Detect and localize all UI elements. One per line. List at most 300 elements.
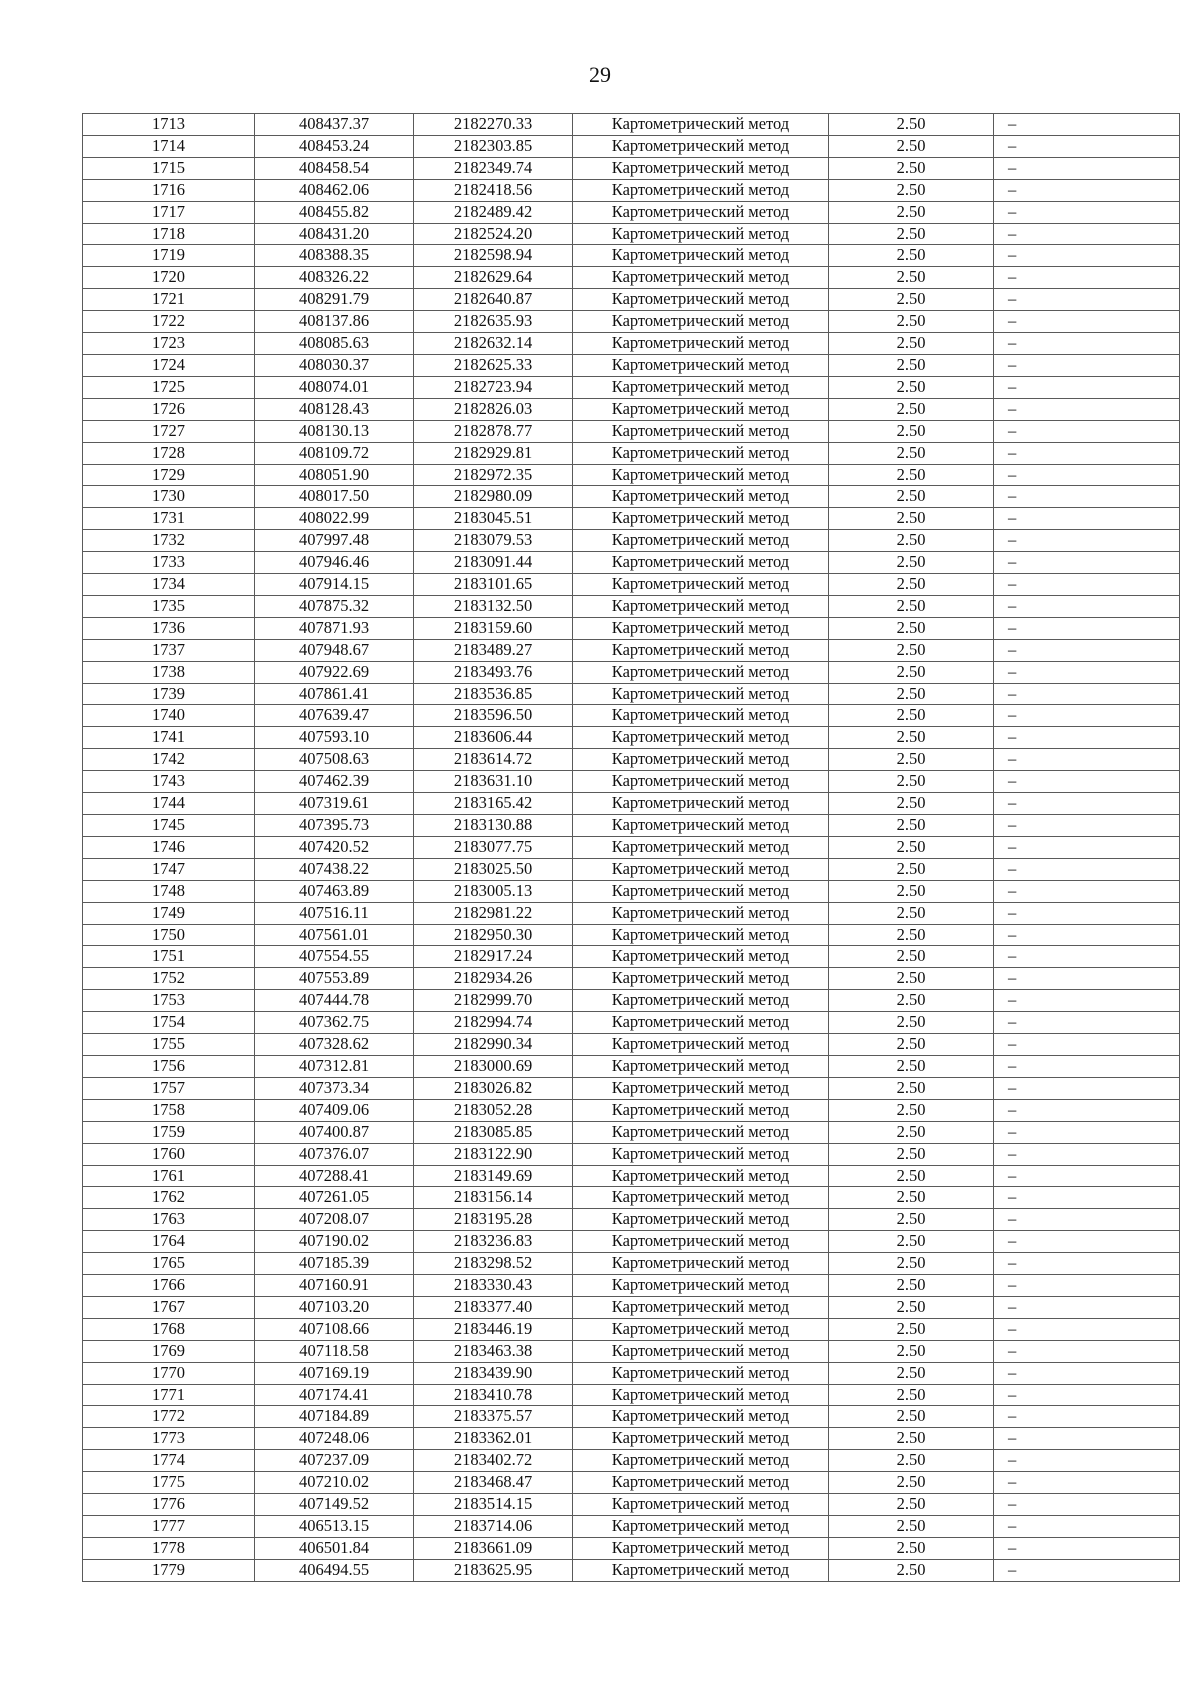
method-cell: Картометрический метод bbox=[573, 1012, 829, 1034]
table-row bbox=[83, 771, 1180, 793]
x-coordinate-cell: 407328.62 bbox=[255, 1034, 414, 1056]
accuracy-cell: 2.50 bbox=[829, 639, 994, 661]
point-number-cell: 1779 bbox=[83, 1559, 255, 1581]
x-coordinate-cell: 407376.07 bbox=[255, 1143, 414, 1165]
x-coordinate-cell: 408017.50 bbox=[255, 486, 414, 508]
point-number-cell: 1729 bbox=[83, 464, 255, 486]
description-cell: – bbox=[994, 1494, 1180, 1516]
point-number-cell: 1721 bbox=[83, 289, 255, 311]
point-number-cell: 1750 bbox=[83, 924, 255, 946]
method-cell: Картометрический метод bbox=[573, 924, 829, 946]
table-row bbox=[83, 1077, 1180, 1099]
table-row bbox=[83, 1121, 1180, 1143]
accuracy-cell: 2.50 bbox=[829, 727, 994, 749]
x-coordinate-cell: 408051.90 bbox=[255, 464, 414, 486]
point-number-cell: 1731 bbox=[83, 508, 255, 530]
y-coordinate-cell: 2183052.28 bbox=[414, 1099, 573, 1121]
description-cell: – bbox=[994, 135, 1180, 157]
description-cell: – bbox=[994, 1318, 1180, 1340]
table-row bbox=[83, 793, 1180, 815]
y-coordinate-cell: 2183236.83 bbox=[414, 1231, 573, 1253]
method-cell: Картометрический метод bbox=[573, 946, 829, 968]
table-row bbox=[83, 508, 1180, 530]
x-coordinate-cell: 407875.32 bbox=[255, 595, 414, 617]
table-row bbox=[83, 1428, 1180, 1450]
y-coordinate-cell: 2183631.10 bbox=[414, 771, 573, 793]
accuracy-cell: 2.50 bbox=[829, 1516, 994, 1538]
x-coordinate-cell: 407185.39 bbox=[255, 1253, 414, 1275]
description-cell: – bbox=[994, 749, 1180, 771]
table-row bbox=[83, 1296, 1180, 1318]
point-number-cell: 1756 bbox=[83, 1055, 255, 1077]
accuracy-cell: 2.50 bbox=[829, 1537, 994, 1559]
table-row bbox=[83, 442, 1180, 464]
description-cell: – bbox=[994, 1472, 1180, 1494]
method-cell: Картометрический метод bbox=[573, 858, 829, 880]
table-row bbox=[83, 333, 1180, 355]
point-number-cell: 1735 bbox=[83, 595, 255, 617]
point-number-cell: 1740 bbox=[83, 705, 255, 727]
description-cell: – bbox=[994, 661, 1180, 683]
accuracy-cell: 2.50 bbox=[829, 1362, 994, 1384]
point-number-cell: 1738 bbox=[83, 661, 255, 683]
point-number-cell: 1758 bbox=[83, 1099, 255, 1121]
description-cell: – bbox=[994, 508, 1180, 530]
table-row bbox=[83, 1253, 1180, 1275]
table-row bbox=[83, 1165, 1180, 1187]
method-cell: Картометрический метод bbox=[573, 201, 829, 223]
x-coordinate-cell: 407516.11 bbox=[255, 902, 414, 924]
y-coordinate-cell: 2182349.74 bbox=[414, 157, 573, 179]
point-number-cell: 1717 bbox=[83, 201, 255, 223]
description-cell: – bbox=[994, 639, 1180, 661]
method-cell: Картометрический метод bbox=[573, 1121, 829, 1143]
accuracy-cell: 2.50 bbox=[829, 1450, 994, 1472]
point-number-cell: 1776 bbox=[83, 1494, 255, 1516]
x-coordinate-cell: 408326.22 bbox=[255, 267, 414, 289]
accuracy-cell: 2.50 bbox=[829, 508, 994, 530]
point-number-cell: 1743 bbox=[83, 771, 255, 793]
y-coordinate-cell: 2182826.03 bbox=[414, 398, 573, 420]
table-row bbox=[83, 376, 1180, 398]
y-coordinate-cell: 2182629.64 bbox=[414, 267, 573, 289]
table-row bbox=[83, 683, 1180, 705]
table-row bbox=[83, 880, 1180, 902]
table-row bbox=[83, 1406, 1180, 1428]
y-coordinate-cell: 2182972.35 bbox=[414, 464, 573, 486]
point-number-cell: 1764 bbox=[83, 1231, 255, 1253]
method-cell: Картометрический метод bbox=[573, 311, 829, 333]
method-cell: Картометрический метод bbox=[573, 1077, 829, 1099]
point-number-cell: 1733 bbox=[83, 552, 255, 574]
method-cell: Картометрический метод bbox=[573, 836, 829, 858]
x-coordinate-cell: 407508.63 bbox=[255, 749, 414, 771]
y-coordinate-cell: 2183005.13 bbox=[414, 880, 573, 902]
point-number-cell: 1759 bbox=[83, 1121, 255, 1143]
point-number-cell: 1767 bbox=[83, 1296, 255, 1318]
x-coordinate-cell: 407174.41 bbox=[255, 1384, 414, 1406]
x-coordinate-cell: 408128.43 bbox=[255, 398, 414, 420]
coordinates-table bbox=[82, 113, 1180, 1582]
method-cell: Картометрический метод bbox=[573, 157, 829, 179]
description-cell: – bbox=[994, 727, 1180, 749]
point-number-cell: 1719 bbox=[83, 245, 255, 267]
point-number-cell: 1720 bbox=[83, 267, 255, 289]
point-number-cell: 1715 bbox=[83, 157, 255, 179]
point-number-cell: 1739 bbox=[83, 683, 255, 705]
x-coordinate-cell: 407462.39 bbox=[255, 771, 414, 793]
x-coordinate-cell: 407118.58 bbox=[255, 1340, 414, 1362]
method-cell: Картометрический метод bbox=[573, 1450, 829, 1472]
x-coordinate-cell: 408030.37 bbox=[255, 354, 414, 376]
description-cell: – bbox=[994, 1428, 1180, 1450]
y-coordinate-cell: 2183410.78 bbox=[414, 1384, 573, 1406]
accuracy-cell: 2.50 bbox=[829, 661, 994, 683]
description-cell: – bbox=[994, 771, 1180, 793]
accuracy-cell: 2.50 bbox=[829, 354, 994, 376]
x-coordinate-cell: 407362.75 bbox=[255, 1012, 414, 1034]
x-coordinate-cell: 408455.82 bbox=[255, 201, 414, 223]
description-cell: – bbox=[994, 486, 1180, 508]
accuracy-cell: 2.50 bbox=[829, 552, 994, 574]
accuracy-cell: 2.50 bbox=[829, 793, 994, 815]
x-coordinate-cell: 407554.55 bbox=[255, 946, 414, 968]
x-coordinate-cell: 406494.55 bbox=[255, 1559, 414, 1581]
description-cell: – bbox=[994, 245, 1180, 267]
description-cell: – bbox=[994, 836, 1180, 858]
method-cell: Картометрический метод bbox=[573, 1055, 829, 1077]
method-cell: Картометрический метод bbox=[573, 968, 829, 990]
x-coordinate-cell: 407248.06 bbox=[255, 1428, 414, 1450]
table-row bbox=[83, 617, 1180, 639]
point-number-cell: 1752 bbox=[83, 968, 255, 990]
table-row bbox=[83, 1537, 1180, 1559]
accuracy-cell: 2.50 bbox=[829, 1231, 994, 1253]
method-cell: Картометрический метод bbox=[573, 1537, 829, 1559]
accuracy-cell: 2.50 bbox=[829, 1209, 994, 1231]
y-coordinate-cell: 2183596.50 bbox=[414, 705, 573, 727]
table-row bbox=[83, 398, 1180, 420]
table-row bbox=[83, 1318, 1180, 1340]
method-cell: Картометрический метод bbox=[573, 289, 829, 311]
x-coordinate-cell: 407149.52 bbox=[255, 1494, 414, 1516]
description-cell: – bbox=[994, 1187, 1180, 1209]
x-coordinate-cell: 406513.15 bbox=[255, 1516, 414, 1538]
table-row bbox=[83, 245, 1180, 267]
x-coordinate-cell: 408388.35 bbox=[255, 245, 414, 267]
x-coordinate-cell: 408022.99 bbox=[255, 508, 414, 530]
description-cell: – bbox=[994, 267, 1180, 289]
point-number-cell: 1751 bbox=[83, 946, 255, 968]
accuracy-cell: 2.50 bbox=[829, 815, 994, 837]
table-row bbox=[83, 1143, 1180, 1165]
table-row bbox=[83, 1450, 1180, 1472]
y-coordinate-cell: 2182994.74 bbox=[414, 1012, 573, 1034]
accuracy-cell: 2.50 bbox=[829, 595, 994, 617]
table-row bbox=[83, 1209, 1180, 1231]
table-row bbox=[83, 1231, 1180, 1253]
description-cell: – bbox=[994, 858, 1180, 880]
y-coordinate-cell: 2183085.85 bbox=[414, 1121, 573, 1143]
table-row bbox=[83, 1472, 1180, 1494]
accuracy-cell: 2.50 bbox=[829, 1318, 994, 1340]
accuracy-cell: 2.50 bbox=[829, 420, 994, 442]
point-number-cell: 1730 bbox=[83, 486, 255, 508]
table-row bbox=[83, 1516, 1180, 1538]
description-cell: – bbox=[994, 201, 1180, 223]
method-cell: Картометрический метод bbox=[573, 1209, 829, 1231]
y-coordinate-cell: 2182980.09 bbox=[414, 486, 573, 508]
accuracy-cell: 2.50 bbox=[829, 1559, 994, 1581]
description-cell: – bbox=[994, 815, 1180, 837]
description-cell: – bbox=[994, 1034, 1180, 1056]
method-cell: Картометрический метод bbox=[573, 617, 829, 639]
method-cell: Картометрический метод bbox=[573, 1494, 829, 1516]
point-number-cell: 1713 bbox=[83, 114, 255, 136]
y-coordinate-cell: 2183091.44 bbox=[414, 552, 573, 574]
point-number-cell: 1765 bbox=[83, 1253, 255, 1275]
table-row bbox=[83, 1099, 1180, 1121]
y-coordinate-cell: 2183195.28 bbox=[414, 1209, 573, 1231]
description-cell: – bbox=[994, 398, 1180, 420]
accuracy-cell: 2.50 bbox=[829, 574, 994, 596]
method-cell: Картометрический метод bbox=[573, 223, 829, 245]
description-cell: – bbox=[994, 617, 1180, 639]
x-coordinate-cell: 407438.22 bbox=[255, 858, 414, 880]
table-row bbox=[83, 815, 1180, 837]
method-cell: Картометрический метод bbox=[573, 114, 829, 136]
x-coordinate-cell: 408085.63 bbox=[255, 333, 414, 355]
y-coordinate-cell: 2183463.38 bbox=[414, 1340, 573, 1362]
x-coordinate-cell: 408437.37 bbox=[255, 114, 414, 136]
method-cell: Картометрический метод bbox=[573, 727, 829, 749]
y-coordinate-cell: 2183661.09 bbox=[414, 1537, 573, 1559]
x-coordinate-cell: 407561.01 bbox=[255, 924, 414, 946]
accuracy-cell: 2.50 bbox=[829, 902, 994, 924]
method-cell: Картометрический метод bbox=[573, 1034, 829, 1056]
y-coordinate-cell: 2183468.47 bbox=[414, 1472, 573, 1494]
y-coordinate-cell: 2182635.93 bbox=[414, 311, 573, 333]
method-cell: Картометрический метод bbox=[573, 398, 829, 420]
y-coordinate-cell: 2183130.88 bbox=[414, 815, 573, 837]
y-coordinate-cell: 2183025.50 bbox=[414, 858, 573, 880]
y-coordinate-cell: 2182950.30 bbox=[414, 924, 573, 946]
method-cell: Картометрический метод bbox=[573, 683, 829, 705]
x-coordinate-cell: 407288.41 bbox=[255, 1165, 414, 1187]
method-cell: Картометрический метод bbox=[573, 1406, 829, 1428]
method-cell: Картометрический метод bbox=[573, 902, 829, 924]
table-row bbox=[83, 311, 1180, 333]
table-row bbox=[83, 157, 1180, 179]
table-row bbox=[83, 1034, 1180, 1056]
point-number-cell: 1736 bbox=[83, 617, 255, 639]
accuracy-cell: 2.50 bbox=[829, 201, 994, 223]
x-coordinate-cell: 407261.05 bbox=[255, 1187, 414, 1209]
accuracy-cell: 2.50 bbox=[829, 245, 994, 267]
accuracy-cell: 2.50 bbox=[829, 376, 994, 398]
x-coordinate-cell: 408458.54 bbox=[255, 157, 414, 179]
method-cell: Картометрический метод bbox=[573, 1559, 829, 1581]
y-coordinate-cell: 2182270.33 bbox=[414, 114, 573, 136]
description-cell: – bbox=[994, 1012, 1180, 1034]
method-cell: Картометрический метод bbox=[573, 1231, 829, 1253]
x-coordinate-cell: 407871.93 bbox=[255, 617, 414, 639]
description-cell: – bbox=[994, 354, 1180, 376]
point-number-cell: 1772 bbox=[83, 1406, 255, 1428]
x-coordinate-cell: 407103.20 bbox=[255, 1296, 414, 1318]
point-number-cell: 1757 bbox=[83, 1077, 255, 1099]
y-coordinate-cell: 2182934.26 bbox=[414, 968, 573, 990]
method-cell: Картометрический метод bbox=[573, 552, 829, 574]
y-coordinate-cell: 2183077.75 bbox=[414, 836, 573, 858]
accuracy-cell: 2.50 bbox=[829, 333, 994, 355]
description-cell: – bbox=[994, 924, 1180, 946]
accuracy-cell: 2.50 bbox=[829, 1055, 994, 1077]
table-row bbox=[83, 858, 1180, 880]
point-number-cell: 1763 bbox=[83, 1209, 255, 1231]
method-cell: Картометрический метод bbox=[573, 420, 829, 442]
y-coordinate-cell: 2183375.57 bbox=[414, 1406, 573, 1428]
point-number-cell: 1766 bbox=[83, 1275, 255, 1297]
table-row bbox=[83, 114, 1180, 136]
x-coordinate-cell: 407997.48 bbox=[255, 530, 414, 552]
x-coordinate-cell: 407463.89 bbox=[255, 880, 414, 902]
accuracy-cell: 2.50 bbox=[829, 1143, 994, 1165]
description-cell: – bbox=[994, 1275, 1180, 1297]
accuracy-cell: 2.50 bbox=[829, 267, 994, 289]
x-coordinate-cell: 407420.52 bbox=[255, 836, 414, 858]
x-coordinate-cell: 407593.10 bbox=[255, 727, 414, 749]
table-row bbox=[83, 727, 1180, 749]
method-cell: Картометрический метод bbox=[573, 1165, 829, 1187]
accuracy-cell: 2.50 bbox=[829, 705, 994, 727]
description-cell: – bbox=[994, 420, 1180, 442]
accuracy-cell: 2.50 bbox=[829, 486, 994, 508]
table-row bbox=[83, 968, 1180, 990]
x-coordinate-cell: 407190.02 bbox=[255, 1231, 414, 1253]
accuracy-cell: 2.50 bbox=[829, 924, 994, 946]
y-coordinate-cell: 2182723.94 bbox=[414, 376, 573, 398]
accuracy-cell: 2.50 bbox=[829, 968, 994, 990]
y-coordinate-cell: 2183514.15 bbox=[414, 1494, 573, 1516]
x-coordinate-cell: 407237.09 bbox=[255, 1450, 414, 1472]
point-number-cell: 1746 bbox=[83, 836, 255, 858]
description-cell: – bbox=[994, 1362, 1180, 1384]
accuracy-cell: 2.50 bbox=[829, 683, 994, 705]
method-cell: Картометрический метод bbox=[573, 595, 829, 617]
point-number-cell: 1727 bbox=[83, 420, 255, 442]
description-cell: – bbox=[994, 114, 1180, 136]
x-coordinate-cell: 407319.61 bbox=[255, 793, 414, 815]
y-coordinate-cell: 2183377.40 bbox=[414, 1296, 573, 1318]
y-coordinate-cell: 2182632.14 bbox=[414, 333, 573, 355]
point-number-cell: 1747 bbox=[83, 858, 255, 880]
table-row bbox=[83, 1362, 1180, 1384]
x-coordinate-cell: 407160.91 bbox=[255, 1275, 414, 1297]
accuracy-cell: 2.50 bbox=[829, 858, 994, 880]
table-row bbox=[83, 552, 1180, 574]
accuracy-cell: 2.50 bbox=[829, 880, 994, 902]
point-number-cell: 1749 bbox=[83, 902, 255, 924]
description-cell: – bbox=[994, 1253, 1180, 1275]
method-cell: Картометрический метод bbox=[573, 486, 829, 508]
y-coordinate-cell: 2183625.95 bbox=[414, 1559, 573, 1581]
description-cell: – bbox=[994, 333, 1180, 355]
description-cell: – bbox=[994, 946, 1180, 968]
description-cell: – bbox=[994, 1384, 1180, 1406]
x-coordinate-cell: 407169.19 bbox=[255, 1362, 414, 1384]
description-cell: – bbox=[994, 1165, 1180, 1187]
point-number-cell: 1734 bbox=[83, 574, 255, 596]
point-number-cell: 1770 bbox=[83, 1362, 255, 1384]
method-cell: Картометрический метод bbox=[573, 354, 829, 376]
description-cell: – bbox=[994, 1077, 1180, 1099]
x-coordinate-cell: 407108.66 bbox=[255, 1318, 414, 1340]
y-coordinate-cell: 2183614.72 bbox=[414, 749, 573, 771]
method-cell: Картометрический метод bbox=[573, 1318, 829, 1340]
x-coordinate-cell: 407946.46 bbox=[255, 552, 414, 574]
method-cell: Картометрический метод bbox=[573, 1187, 829, 1209]
table-row bbox=[83, 1187, 1180, 1209]
accuracy-cell: 2.50 bbox=[829, 1187, 994, 1209]
method-cell: Картометрический метод bbox=[573, 771, 829, 793]
description-cell: – bbox=[994, 574, 1180, 596]
y-coordinate-cell: 2183079.53 bbox=[414, 530, 573, 552]
y-coordinate-cell: 2182524.20 bbox=[414, 223, 573, 245]
description-cell: – bbox=[994, 179, 1180, 201]
point-number-cell: 1716 bbox=[83, 179, 255, 201]
page-number: 29 bbox=[589, 62, 611, 87]
y-coordinate-cell: 2183402.72 bbox=[414, 1450, 573, 1472]
accuracy-cell: 2.50 bbox=[829, 1165, 994, 1187]
point-number-cell: 1771 bbox=[83, 1384, 255, 1406]
method-cell: Картометрический метод bbox=[573, 267, 829, 289]
table-row bbox=[83, 595, 1180, 617]
x-coordinate-cell: 407948.67 bbox=[255, 639, 414, 661]
description-cell: – bbox=[994, 464, 1180, 486]
y-coordinate-cell: 2183101.65 bbox=[414, 574, 573, 596]
point-number-cell: 1753 bbox=[83, 990, 255, 1012]
x-coordinate-cell: 407861.41 bbox=[255, 683, 414, 705]
description-cell: – bbox=[994, 902, 1180, 924]
method-cell: Картометрический метод bbox=[573, 749, 829, 771]
point-number-cell: 1754 bbox=[83, 1012, 255, 1034]
description-cell: – bbox=[994, 990, 1180, 1012]
x-coordinate-cell: 407208.07 bbox=[255, 1209, 414, 1231]
point-number-cell: 1774 bbox=[83, 1450, 255, 1472]
y-coordinate-cell: 2183026.82 bbox=[414, 1077, 573, 1099]
x-coordinate-cell: 408074.01 bbox=[255, 376, 414, 398]
method-cell: Картометрический метод bbox=[573, 179, 829, 201]
x-coordinate-cell: 408291.79 bbox=[255, 289, 414, 311]
method-cell: Картометрический метод bbox=[573, 1143, 829, 1165]
y-coordinate-cell: 2183362.01 bbox=[414, 1428, 573, 1450]
accuracy-cell: 2.50 bbox=[829, 1428, 994, 1450]
y-coordinate-cell: 2182999.70 bbox=[414, 990, 573, 1012]
y-coordinate-cell: 2182598.94 bbox=[414, 245, 573, 267]
method-cell: Картометрический метод bbox=[573, 1384, 829, 1406]
x-coordinate-cell: 407444.78 bbox=[255, 990, 414, 1012]
method-cell: Картометрический метод bbox=[573, 661, 829, 683]
x-coordinate-cell: 407184.89 bbox=[255, 1406, 414, 1428]
y-coordinate-cell: 2183439.90 bbox=[414, 1362, 573, 1384]
description-cell: – bbox=[994, 1450, 1180, 1472]
table-row bbox=[83, 464, 1180, 486]
y-coordinate-cell: 2183606.44 bbox=[414, 727, 573, 749]
accuracy-cell: 2.50 bbox=[829, 530, 994, 552]
method-cell: Картометрический метод bbox=[573, 464, 829, 486]
accuracy-cell: 2.50 bbox=[829, 135, 994, 157]
